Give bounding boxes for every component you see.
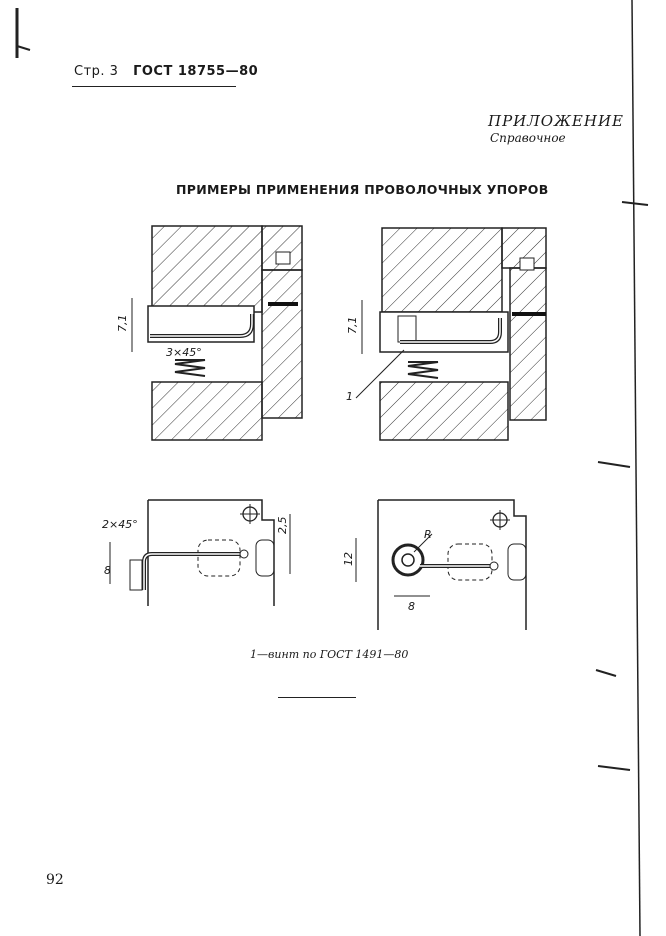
fig2-height-dim: 7,1 (346, 316, 359, 334)
appendix-subtitle: Справочное (490, 131, 566, 145)
fig2-callout: 1 (346, 390, 353, 403)
figure-caption: 1—винт по ГОСТ 1491—80 (250, 648, 409, 661)
appendix-title: ПРИЛОЖЕНИЕ (488, 112, 624, 130)
standard-number: ГОСТ 18755—80 (133, 64, 259, 79)
fig3-width-dim: 8 (104, 564, 111, 577)
figure-2-section (346, 228, 546, 440)
fig1-height-dim: 7,1 (116, 314, 129, 332)
fig3-chamfer-dim: 2×45° (102, 518, 138, 531)
fig4-radius-dim: R (424, 528, 432, 541)
figure-1-section (116, 226, 302, 440)
page-label: Стр. 3 (74, 64, 119, 79)
figure-4-plan (342, 500, 526, 630)
fig3-offset-dim: 2,5 (276, 516, 289, 534)
fig4-width-dim: 8 (408, 600, 415, 613)
fig4-height-dim: 12 (342, 552, 355, 566)
figure-3-plan (102, 500, 290, 606)
fig1-chamfer-dim: 3×45° (166, 346, 202, 359)
section-title: ПРИМЕРЫ ПРИМЕНЕНИЯ ПРОВОЛОЧНЫХ УПОРОВ (176, 182, 549, 197)
page-number: 92 (46, 872, 64, 888)
binding-marks (17, 0, 648, 936)
closing-rule (278, 697, 356, 698)
